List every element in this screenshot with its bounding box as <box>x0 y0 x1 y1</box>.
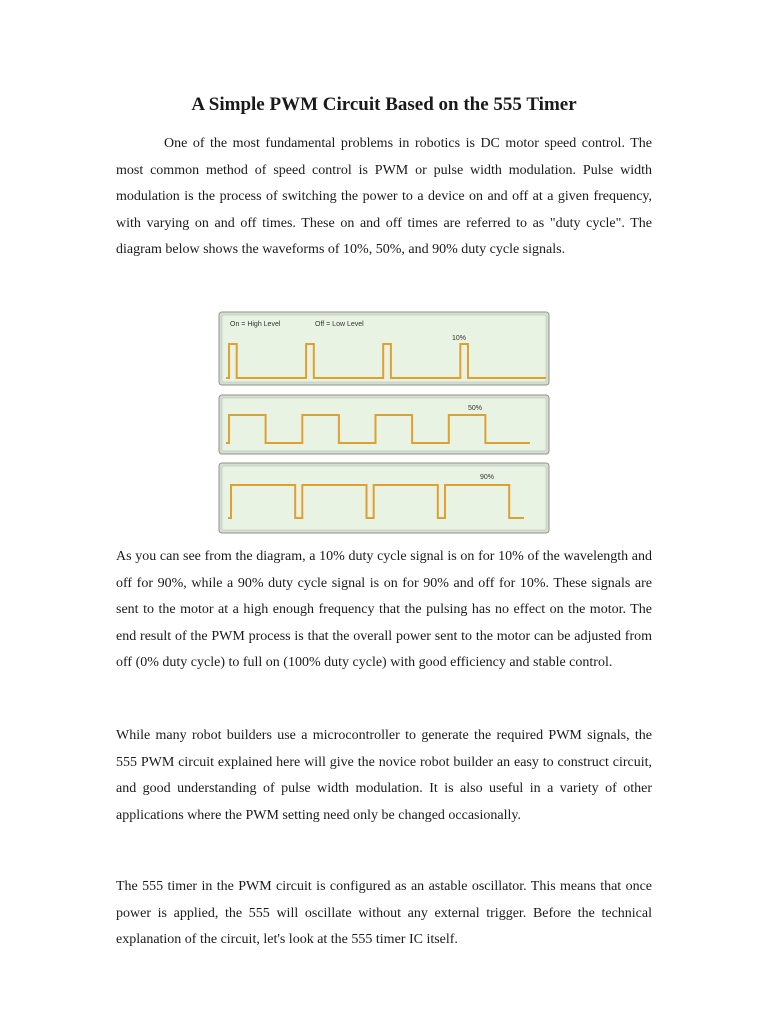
paragraph-microcontroller: While many robot builders use a microcontroller to generate the required PWM signals, the 555 PWM circuit explained here will give the novice robot builder an easy to construct circuit, and good understanding of pulse width modulation. It is also useful in a variety of other applications where the PWM setting need only be changed occasionally. <box>116 728 652 823</box>
wave-panel-50 <box>219 395 549 454</box>
wave-label-90: 90% <box>480 474 495 481</box>
wave-panel-90 <box>219 463 549 533</box>
paragraph-duty-cycle-explanation: As you can see from the diagram, a 10% duty cycle signal is on for 10% of the wavelength and off for 90%, while a 90% duty cycle signal is on for 90% and off for 10%. These signals are sent to the motor at a high enough frequency that the pulsing has no effect on the motor. The end result of the PWM process is that the overall power sent to the motor can be adjusted from off (0% duty cycle) to full on (100% duty cycle) with good efficiency and stable control. <box>116 549 652 671</box>
wave-label-10: 10% <box>452 335 467 342</box>
pwm-waveform-figure <box>218 311 550 535</box>
wave-panel-10 <box>219 312 549 385</box>
paragraph-astable-oscillator: The 555 timer in the PWM circuit is configured as an astable oscillator. This means that once power is applied, the 555 will oscillate without any external trigger. Before the technical explanation of the circuit, let's look at the 555 timer IC itself. <box>116 879 652 948</box>
legend-on-label: On = High Level <box>230 321 281 328</box>
wave-label-50: 50% <box>468 405 483 412</box>
document-title: A Simple PWM Circuit Based on the 555 Timer <box>191 94 577 115</box>
legend-off-label: Off = Low Level <box>315 321 364 328</box>
panel-frame-inner <box>222 466 546 530</box>
paragraph-intro: One of the most fundamental problems in robotics is DC motor speed control. The most common method of speed control is PWM or pulse width modulation. Pulse width modulation is the process of switching the power to a device on and off at a given frequency, with varying on and off times. These on and off times are referred to as "duty cycle". The diagram below shows the waveforms of 10%, 50%, and 90% duty cycle signals. <box>116 136 652 258</box>
